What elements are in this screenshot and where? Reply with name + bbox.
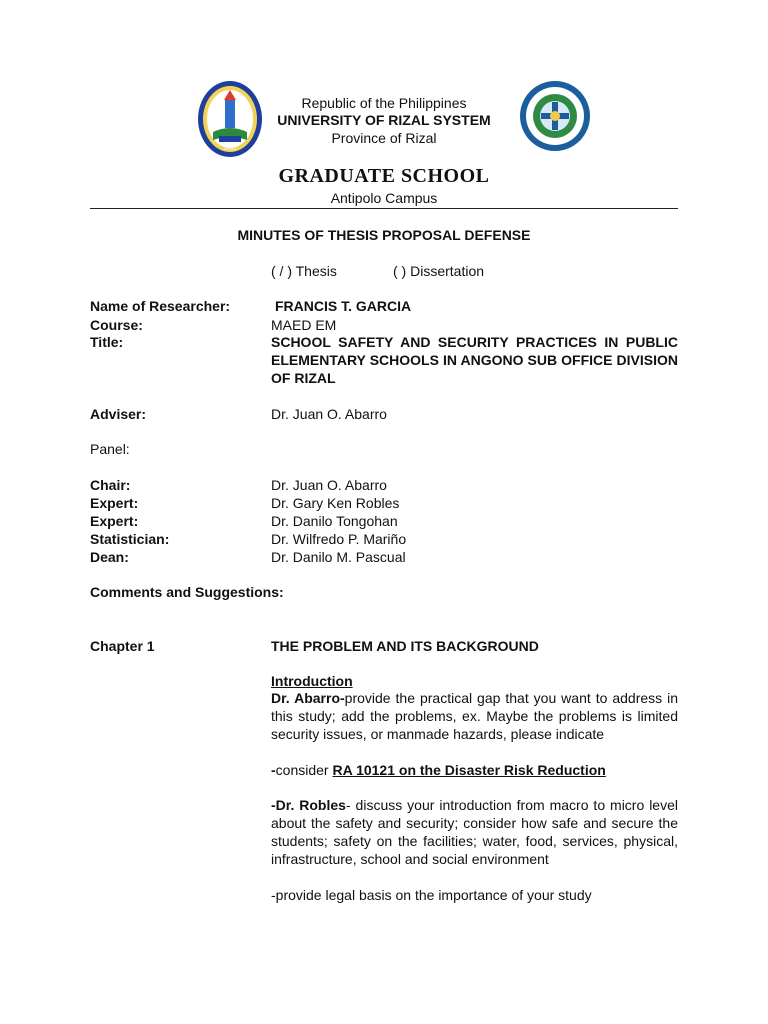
- chapter-label: Chapter 1: [90, 638, 155, 654]
- comment-abarro: [271, 689, 678, 743]
- researcher-name: FRANCIS T. GARCIA: [275, 298, 412, 314]
- comment-abarro-text: provide the practical gap that you want to address in this study; add the problems, ex. Maybe the problems is limited security issues, or manmade hazards, please indicate: [271, 690, 678, 742]
- panel-name-statistician: Dr. Wilfredo P. Mariño: [271, 531, 407, 547]
- section-heading-introduction: Introduction: [271, 673, 353, 689]
- panel-name-expert-2: Dr. Danilo Tongohan: [271, 513, 398, 529]
- republic-line: Republic of the Philippines: [301, 95, 467, 111]
- header-divider: [90, 208, 678, 209]
- university-name: UNIVERSITY OF RIZAL SYSTEM: [277, 112, 491, 128]
- consider-dash: -: [271, 762, 276, 778]
- course-value: MAED EM: [271, 317, 337, 333]
- course-label: Course:: [90, 317, 143, 333]
- campus-line: Antipolo Campus: [330, 190, 438, 206]
- comment-robles-text: - discuss your introduction from macro to micro level about the safety and security; consider how safe and secure the students; safety on the facilities; water, food, services, physical, infrastructure, school and social environment: [271, 797, 678, 867]
- comments-heading: Comments and Suggestions:: [90, 584, 284, 600]
- panel-name-chair: Dr. Juan O. Abarro: [271, 477, 387, 493]
- panel-role-chair: Chair:: [90, 477, 131, 493]
- panel-role-expert-1: Expert:: [90, 495, 139, 511]
- document-title: MINUTES OF THESIS PROPOSAL DEFENSE: [237, 227, 531, 243]
- panel-name-expert-1: Dr. Gary Ken Robles: [271, 495, 400, 511]
- comment-consider: [271, 761, 678, 779]
- province-line: Province of Rizal: [331, 130, 437, 146]
- title-label: Title:: [90, 334, 124, 350]
- chapter-title: THE PROBLEM AND ITS BACKGROUND: [271, 638, 539, 654]
- seal-year: 2001: [223, 146, 237, 152]
- thesis-title: SCHOOL SAFETY AND SECURITY PRACTICES IN PUBLIC ELEMENTARY SCHOOLS IN ANGONO SUB OFFICE DIVISION OF RIZAL: [271, 334, 678, 386]
- graduate-school-heading: GRADUATE SCHOOL: [278, 165, 490, 187]
- ra-10121-reference: RA 10121 on the Disaster Risk Reduction: [332, 762, 606, 778]
- thesis-option: ( / ) Thesis: [271, 263, 337, 279]
- adviser-label: Adviser:: [90, 406, 147, 422]
- dissertation-option: ( ) Dissertation: [393, 263, 485, 279]
- researcher-label: Name of Researcher:: [90, 298, 231, 314]
- panel-role-expert-2: Expert:: [90, 513, 139, 529]
- panel-name-dean: Dr. Danilo M. Pascual: [271, 549, 406, 565]
- comment-robles: [271, 796, 678, 868]
- adviser-name: Dr. Juan O. Abarro: [271, 406, 387, 422]
- commenter-robles: -Dr. Robles: [271, 797, 346, 813]
- panel-role-dean: Dean:: [90, 549, 129, 565]
- panel-label: Panel:: [90, 441, 130, 457]
- commenter-abarro: Dr. Abarro-: [271, 690, 345, 706]
- comment-legal-basis: -provide legal basis on the importance of your study: [271, 887, 592, 903]
- consider-text: consider: [275, 762, 333, 778]
- panel-role-statistician: Statistician:: [90, 531, 170, 547]
